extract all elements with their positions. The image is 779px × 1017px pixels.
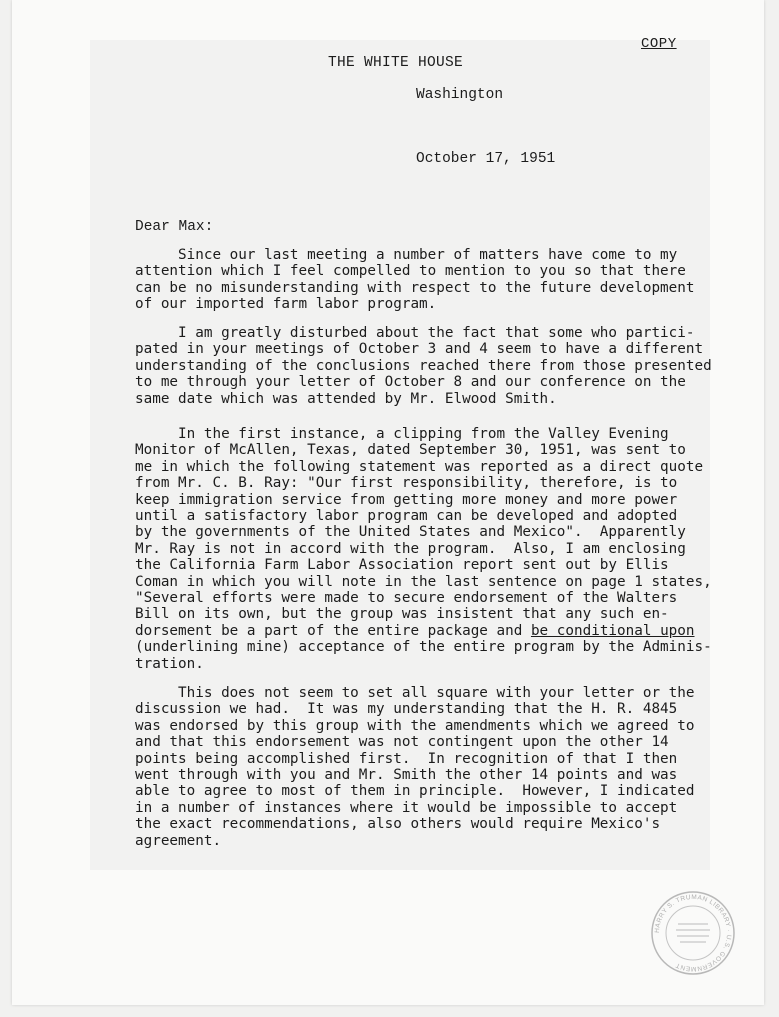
text-line: able to agree to most of them in principle. However, I indicated <box>135 783 695 800</box>
letterhead-city: Washington <box>416 87 504 103</box>
paragraph-2 <box>135 325 712 407</box>
text-line: understanding of the conclusions reached there from those presented <box>135 357 712 374</box>
text-line: This does not seem to set all square with your letter or the <box>135 685 695 701</box>
text-line: attention which I feel compelled to mention to you so that there <box>135 263 686 280</box>
text-line: Coman in which you will note in the last sentence on page 1 states, <box>135 573 712 590</box>
text-line: Since our last meeting a number of matters have come to my <box>135 247 678 263</box>
text-line: of our imported farm labor program. <box>135 296 437 313</box>
paragraph-3 <box>135 426 712 672</box>
text-line: points being accomplished first. In recognition of that I then <box>135 750 678 767</box>
text-line: same date which was attended by Mr. Elwood Smith. <box>135 390 557 407</box>
text-line: I am greatly disturbed about the fact that some who partici- <box>135 325 695 341</box>
text-line: was endorsed by this group with the amendments which we agreed to <box>135 717 695 734</box>
paragraph-4 <box>135 685 695 849</box>
paragraph-1 <box>135 247 695 313</box>
text-line: the California Farm Labor Association report sent out by Ellis <box>135 557 669 574</box>
text-line: discussion we had. It was my understanding that the H. R. 4845 <box>135 701 678 718</box>
text-line: keep immigration service from getting more money and more power <box>135 491 678 508</box>
library-seal-icon <box>650 890 736 976</box>
text-line: dorsement be a part of the entire package and <box>135 622 531 639</box>
text-line: to me through your letter of October 8 and our conference on the <box>135 374 686 391</box>
text-line: from Mr. C. B. Ray: "Our first responsibility, therefore, is to <box>135 475 678 492</box>
text-line: pated in your meetings of October 3 and 4 seem to have a different <box>135 341 704 358</box>
text-line: can be no misunderstanding with respect to the future development <box>135 279 695 296</box>
text-line: Bill on its own, but the group was insistent that any such en- <box>135 606 669 623</box>
text-line: went through with you and Mr. Smith the other 14 points and was <box>135 767 678 784</box>
underlined-phrase: be conditional upon <box>530 622 695 639</box>
text-line: and that this endorsement was not contingent upon the other 14 <box>135 734 669 751</box>
text-line: by the governments of the United States and Mexico". Apparently <box>135 524 686 541</box>
svg-text:HARRY S. TRUMAN LIBRARY · U.S.: HARRY S. TRUMAN LIBRARY · U.S. GOVERNMENT <box>653 893 733 973</box>
text-line: me in which the following statement was reported as a direct quote <box>135 458 704 475</box>
text-line: Monitor of McAllen, Texas, dated September 30, 1951, was sent to <box>135 442 686 459</box>
text-line: the exact recommendations, also others would require Mexico's <box>135 816 661 833</box>
text-line: tration. <box>135 655 204 672</box>
text-line: agreement. <box>135 832 222 849</box>
text-line: "Several efforts were made to secure endorsement of the Walters <box>135 590 678 607</box>
text-line: In the first instance, a clipping from the Valley Evening <box>135 426 669 442</box>
text-line: (underlining mine) acceptance of the entire program by the Adminis- <box>135 639 712 656</box>
text-line: in a number of instances where it would be impossible to accept <box>135 799 678 816</box>
letter-date: October 17, 1951 <box>416 151 556 167</box>
text-line: until a satisfactory labor program can be developed and adopted <box>135 508 678 525</box>
copy-stamp: COPY <box>641 36 677 52</box>
letterhead-title: THE WHITE HOUSE <box>328 55 464 71</box>
text-line: Mr. Ray is not in accord with the program. Also, I am enclosing <box>135 540 686 557</box>
salutation: Dear Max: <box>135 219 214 235</box>
